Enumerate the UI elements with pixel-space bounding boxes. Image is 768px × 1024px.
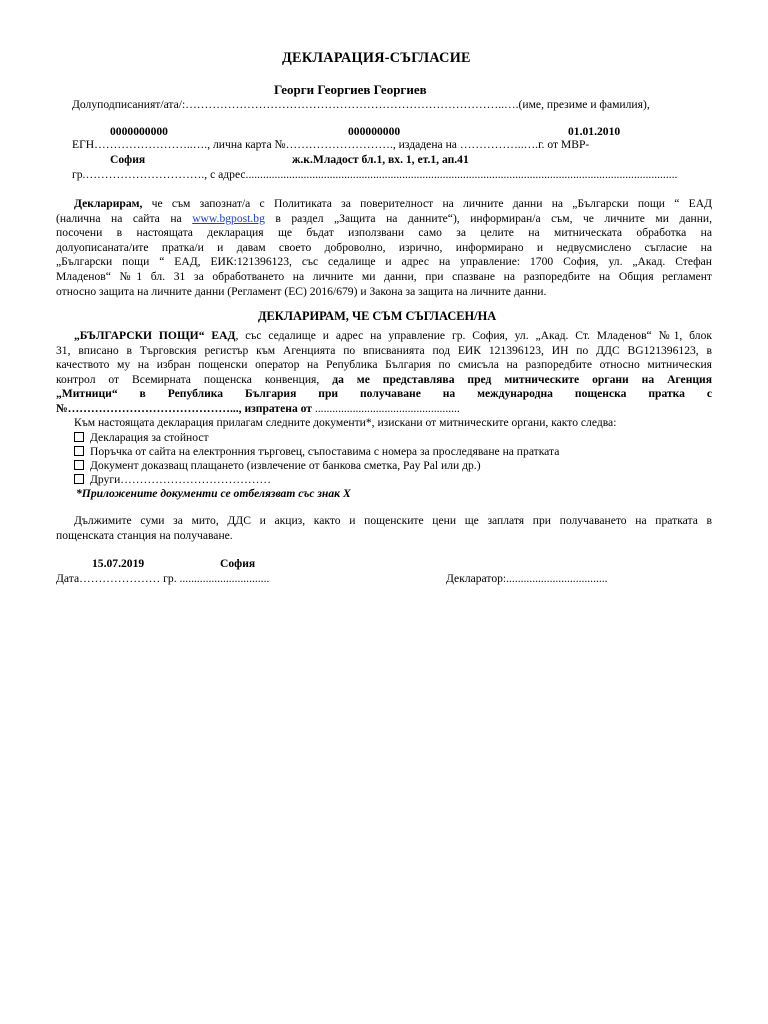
agreement-line: 31, вписано в Търговския регистър към Агенцията по вписванията под ЕИК 121396123, ИН по ДДС BG121396123, в <box>56 343 712 357</box>
checkbox[interactable] <box>74 432 84 442</box>
agreement-line: „БЪЛГАРСКИ ПОЩИ“ ЕАД, със седалище и адрес на управление гр. София, ул. „Акад. Ст. Младенов“ №1, блок <box>74 329 713 342</box>
declaration-line: долуописаната/ите пратка/и и давам своето доброволно, изрично, информирано и недвусмислено съгласие на <box>56 240 712 254</box>
issue-date-value: 01.01.2010 <box>568 125 621 138</box>
agreement-line: „Митници“ в Република България при получаване на международна пощенска пратка с <box>56 387 712 401</box>
payment-paragraph <box>56 514 712 543</box>
checkbox[interactable] <box>74 460 84 470</box>
address-value: ж.к.Младост бл.1, вх. 1, ет.1, ап.41 <box>292 153 469 166</box>
city-address-line: гр.…………………………., с адрес..................................................................................................................................................... <box>72 168 678 181</box>
document-option: Други………………………………… <box>74 473 271 487</box>
date-line: Дата………………… гр. ............................... <box>56 572 270 585</box>
agreement-line: качеството му на избран пощенски оператор на Република България по смисъла на разпоредбите относно митническия <box>56 358 712 372</box>
date-value: 15.07.2019 <box>92 557 145 570</box>
document-title: ДЕКЛАРАЦИЯ-СЪГЛАСИЕ <box>282 50 471 66</box>
declaration-line: Младенов“ №1 бл. 31 за обработването на личните ми данни, при спазване на разпоредбите на Общия регламент <box>56 269 712 283</box>
id-card-value: 000000000 <box>348 125 401 138</box>
bgpost-link[interactable]: www.bgpost.bg <box>192 211 265 225</box>
agreement-paragraph <box>56 329 712 417</box>
undersigned-line: Долуподписаният/ата/:………………………………………………………………………..….(име, презиме и фамилия), <box>72 98 650 111</box>
declarator-signature-line: Декларатор:................................... <box>446 572 608 585</box>
document-option: Поръчка от сайта на електронния търговец, съпоставима с номера за проследяване на пратката <box>74 445 559 459</box>
egn-line: ЕГН……………………..…., лична карта №………………………., издадена на ……………..….г. от МВР- <box>72 138 590 151</box>
sign-city-value: София <box>220 557 256 570</box>
egn-value: 0000000000 <box>110 125 168 138</box>
document-option: Документ доказващ плащането (извлечение от банкова сметка, Pay Pal или др.) <box>74 459 481 473</box>
declaration-line: „Български пощи “ ЕАД, ЕИК:121396123, със седалище и адрес на управление: 1700 София, ул. „Акад. Стефан <box>56 255 712 269</box>
declaration-paragraph <box>56 197 712 299</box>
documents-note: *Приложените документи се отбелязват със знак Х <box>76 487 351 500</box>
checkbox[interactable] <box>74 446 84 456</box>
checkbox[interactable] <box>74 474 84 484</box>
declaration-line: посочени в настоящата декларация ще бъдат използвани само за целите на митническата обработка на <box>56 226 712 240</box>
declaration-line: (налична на сайта на www.bgpost.bg в раздел „Защита на данните“), информиран/а съм, че личните ми данни, <box>56 211 712 225</box>
agreement-line: контрол от Всемирната пощенска конвенция, да ме представлява пред митническите органи на Агенция <box>56 372 713 386</box>
city-value: София <box>110 153 146 166</box>
documents-intro: Към настоящата декларация прилагам следните документи*, изискани от митническите органи, както следва: <box>74 416 617 429</box>
declaration-line: относно защита на личните данни (Регламент (ЕС) 2016/679) и Закона за защита на личните данни. <box>56 284 547 298</box>
declaration-line: Декларирам, че съм запознат/а с Политиката за поверителност на личните данни на „Български пощи “ ЕАД <box>74 197 712 210</box>
document-option: Декларация за стойност <box>74 431 209 445</box>
payment-line: Дължимите суми за мито, ДДС и акциз, както и пощенските цени ще заплатя при получаването на пратката в <box>74 514 712 527</box>
agreement-line: №……………………………………..., изпратена от .................................................. <box>56 401 460 415</box>
section-heading: ДЕКЛАРИРАМ, ЧЕ СЪМ СЪГЛАСЕН/НА <box>258 309 497 323</box>
payment-line: пощенската станция на получаване. <box>56 528 233 542</box>
full-name: Георги Георгиев Георгиев <box>274 82 427 97</box>
